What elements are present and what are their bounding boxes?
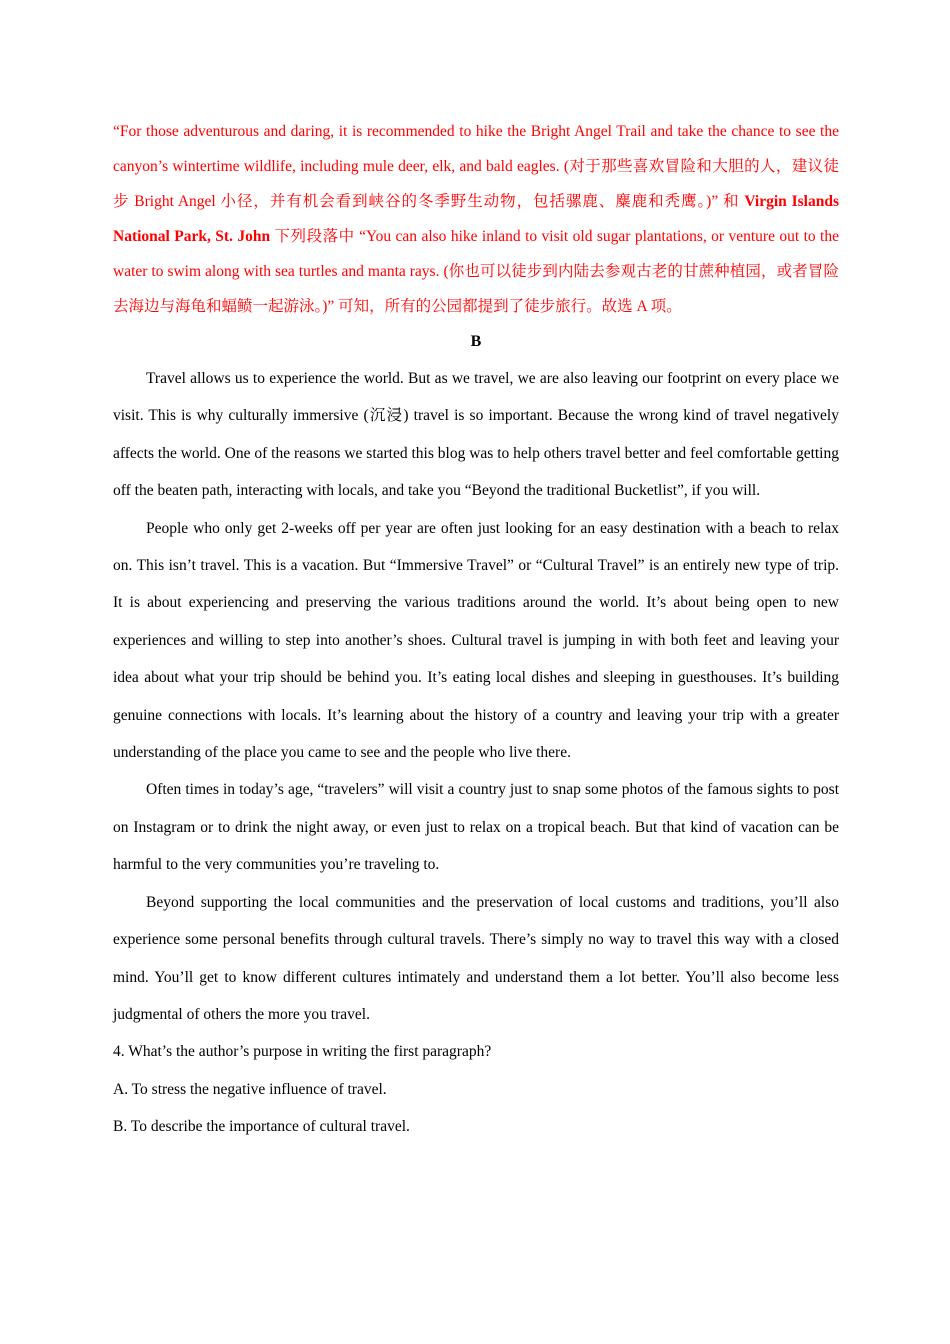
- document-page: [113, 114, 839, 1146]
- question-stem: 4. What’s the author’s purpose in writing the first paragraph?: [113, 1043, 492, 1061]
- question-option-b: B. To describe the importance of cultural travel.: [113, 1118, 410, 1136]
- passage-paragraph-2: People who only get 2-weeks off per year are often just looking for an easy destination with a beach to relax on. This isn’t travel. This is a vacation. But “Immersive Travel” or “Cultural Travel” is an entirely new type of trip. It is about experiencing and preserving the various traditions around the world. It’s about being open to new experiences and willing to step into another’s shoes. Cultural travel is jumping in with both feet and leaving your idea about what your trip should be behind you. It’s eating local dishes and sleeping in guesthouses. It’s building genuine connections with locals. It’s learning about the history of a country and leaving your trip with a greater understanding of the place you came to see and the people who live there.: [113, 519, 839, 762]
- question-option-a: A. To stress the negative influence of travel.: [113, 1080, 387, 1098]
- section-title: B: [470, 333, 482, 350]
- passage-paragraph-4: Beyond supporting the local communities and the preservation of local customs and traditions, you’ll also experience some personal benefits through cultural travels. There’s simply no way to travel this way with a closed mind. You’ll get to know different cultures intimately and understand them a lot better. You’ll also become less judgmental of others the more you travel.: [113, 893, 839, 1023]
- answer-explanation-part1: “For those adventurous and daring, it is recommended to hike the Bright Angel Trail and take the chance to see the canyon’s wintertime wildlife, including mule deer, elk, and bald eagles. (对于那些喜欢冒险和大胆的人，建议徒步 Bright Angel 小径，并有机会看到峡谷的冬季野生动物，包括骡鹿、麋鹿和秃鹰。)” 和: [113, 123, 839, 210]
- answer-explanation-park-name: Virgin Islands National Park, St. John: [113, 193, 840, 245]
- passage-paragraph-3: Often times in today’s age, “travelers” will visit a country just to snap some photos of the famous sights to post on Instagram or to drink the night away, or even just to relax on a tropical beach. But that kind of vacation can be harmful to the very communities you’re traveling to.: [113, 781, 839, 874]
- answer-explanation: [113, 114, 839, 324]
- passage-paragraph-1: Travel allows us to experience the world. But as we travel, we are also leaving our footprint on every place we visit. This is why culturally immersive (沉浸) travel is so important. Because the wrong kind of travel negatively affects the world. One of the reasons we started this blog was to help others travel better and feel comfortable getting off the beaten path, interacting with locals, and take you “Beyond the traditional Bucketlist”, if you will.: [113, 370, 839, 500]
- answer-explanation-part2: 下列段落中 “You can also hike inland to visit old sugar plantations, or venture out to the water to swim along with sea turtles and manta rays. (你也可以徒步到内陆去参观古老的甘蔗种植园，或者冒险去海边与海龟和蝠鲼一起游泳。)” 可知，所有的公园都提到了徒步旅行。故选 A 项。: [113, 228, 839, 315]
